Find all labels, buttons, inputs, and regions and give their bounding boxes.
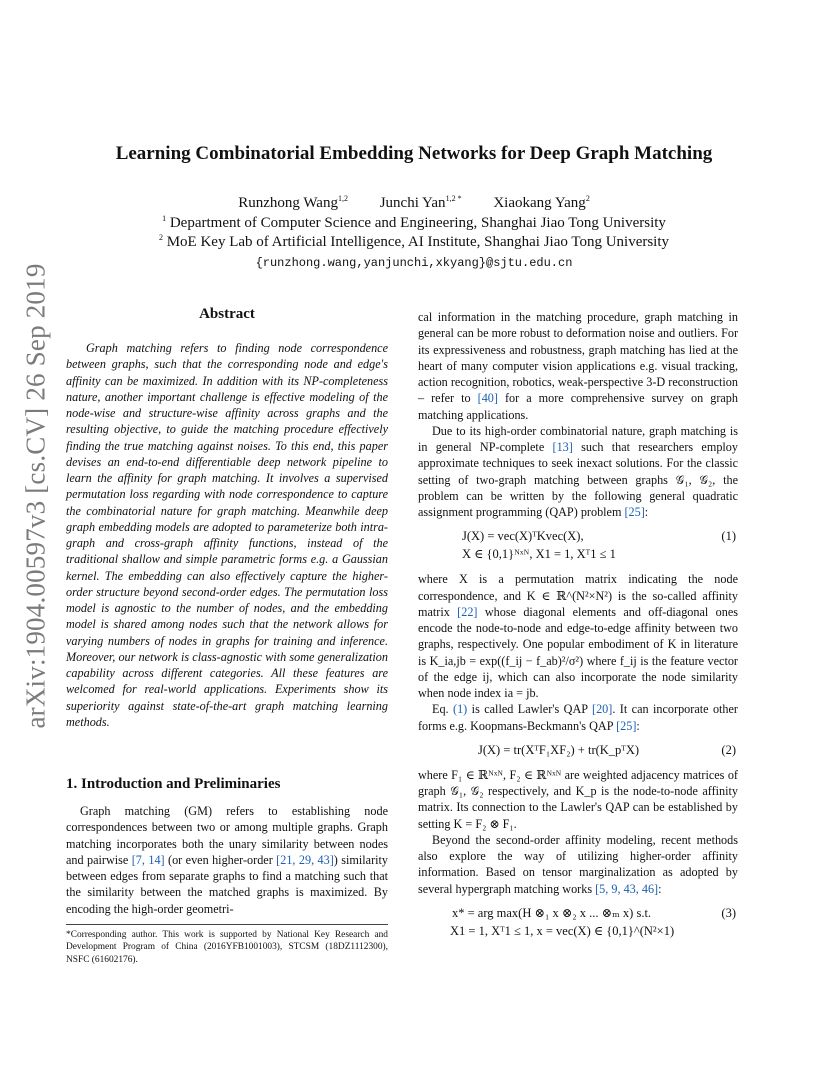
equation-line: J(X) = tr(XᵀF₁XF₂) + tr(K_pᵀX) bbox=[478, 742, 640, 757]
citation-link[interactable]: [13] bbox=[552, 440, 573, 454]
citation-link[interactable]: [7, bbox=[131, 852, 145, 867]
equation-line: X ∈ {0,1}ᴺˣᴺ, X1 = 1, Xᵀ1 ≤ 1 bbox=[462, 547, 616, 562]
citation-link[interactable]: [21, bbox=[276, 852, 296, 867]
abstract-heading: Abstract bbox=[199, 306, 255, 322]
citation-link[interactable]: 29, bbox=[298, 852, 315, 867]
equation-number: (1) bbox=[721, 529, 736, 544]
right-column bbox=[418, 309, 738, 948]
author: Xiaokang Yang$^2$ bbox=[493, 194, 590, 211]
citation-link[interactable]: [25] bbox=[616, 718, 637, 733]
citation-link[interactable]: [25] bbox=[624, 505, 645, 519]
abstract-block bbox=[66, 306, 388, 730]
citation-link[interactable]: 43] bbox=[317, 852, 334, 867]
body-paragraph: Beyond the second-order affinity modeling, recent methods also explore the way of utilizing higher-order affinity information. Based on tensor marginalization as adopted by several hypergraph matching works [5, 9, 43, 46]: bbox=[418, 832, 738, 896]
citation-link[interactable]: 9, bbox=[611, 881, 621, 896]
author-email: {runzhong.wang,yanjunchi,xkyang}@sjtu.edu.cn bbox=[255, 256, 573, 270]
intro-paragraph: Graph matching (GM) refers to establishing node correspondences between two or among multiple graphs. Graph matching incorporates both the unary similarity between nodes and pairwise [7, 14] (or even higher-order [21, 29, 43]) similarity between edges from separate graphs to find a matching such that the similarity between the matched graphs is maximized. By encoding the high-order geometri- bbox=[66, 804, 388, 916]
equation-line: x* = arg max(H ⊗₁ x ⊗₂ x ... ⊗ₘ x) s.t. bbox=[452, 905, 652, 920]
citation-link[interactable]: 14] bbox=[148, 852, 165, 867]
affiliation: $^2$ MoE Key Lab of Artificial Intelligence, AI Institute, Shanghai Jiao Tong University bbox=[158, 233, 670, 250]
citation-link[interactable]: 43, bbox=[623, 881, 639, 896]
arxiv-stamp-text: arXiv:1904.00597v3 [cs.CV] 26 Sep 2019 bbox=[20, 263, 51, 729]
citation-link[interactable]: [5, bbox=[595, 881, 609, 896]
citation-link[interactable]: [22] bbox=[457, 604, 478, 619]
footnote: *Corresponding author. This work is supported by National Key Research and Development Program of China (2016YFB1001003), STCSM (18DZ1112300), NSFC (61602176). bbox=[66, 924, 388, 966]
body-paragraph: Due to its high-order combinatorial nature, graph matching is in general NP-complete [13] such that researchers employ approximate techniques to seek inexact solutions. For the classic setting of two-graph matching between graphs 𝒢₁, 𝒢₂, the problem can be written by the following general quadratic assignment programming (QAP) problem [25]: bbox=[418, 423, 738, 519]
author: Runzhong Wang$^{1,2}$ bbox=[238, 194, 348, 211]
author-list bbox=[0, 195, 828, 212]
citation-link[interactable]: [20] bbox=[592, 702, 613, 717]
equation-number: (2) bbox=[721, 742, 736, 757]
equation-line: X1 = 1, Xᵀ1 ≤ 1, x = vec(X) ∈ {0,1}^(N²×1) bbox=[450, 923, 675, 938]
equation-3 bbox=[418, 904, 738, 940]
author: Junchi Yan$^{1,2 *}$ bbox=[379, 194, 462, 211]
body-paragraph: where X is a permutation matrix indicating the node correspondence, and K ∈ ℝ^(N²×N²) is the so-called affinity matrix [22] whose diagonal elements and off-diagonal ones encode the node-to-node and edge-to-edge affinity between two graphs, respectively. One popular embodiment of K in literature is K_ia,jb = exp((f_ij − f_ab)²/σ²) where f_ij is the feature vector of the edge ij, which can also incorporate the node similarity when node index ia = jb. bbox=[418, 572, 738, 700]
arxiv-stamp bbox=[20, 263, 51, 729]
equation-2 bbox=[418, 741, 738, 759]
citation-link[interactable]: 46] bbox=[641, 881, 659, 896]
body-paragraph: Eq. (1) is called Lawler's QAP [20]. It can incorporate other forms e.g. Koopmans-Beckmann's QAP [25]: bbox=[418, 702, 738, 733]
affiliation: $^1$ Department of Computer Science and Engineering, Shanghai Jiao Tong University bbox=[162, 214, 666, 231]
citation-link[interactable]: [40] bbox=[477, 391, 498, 406]
equation-1 bbox=[418, 527, 738, 563]
equation-number: (3) bbox=[721, 905, 736, 920]
abstract-text: Graph matching refers to finding node correspondence between graphs, such that the corresponding node and edge's affinity can be maximized. In addition with its NP-completeness nature, another important challenge is effective modeling of the node-wise and structure-wise affinity across graphs and the resulting objective, to guide the matching procedure effectively finding the true matching against noises. To this end, this paper devises an end-to-end differentiable deep network pipeline to learn the affinity for graph matching. It involves a supervised permutation loss regarding with node correspondence to capture the combinatorial nature for graph matching. Meanwhile deep graph embedding models are adopted to parameterize both intra-graph and cross-graph affinity functions, instead of the traditional shallow and simple parametric forms e.g. a Gaussian kernel. The embedding can also effectively capture the higher-order structure beyond second-order edges. The permutation loss model is agnostic to the number of nodes, and the embedding model is shared among nodes such that the network allows for varying numbers of nodes in graphs for training and inference. Moreover, our network is class-agnostic with some generalization capability across different categories. All these features are welcomed for real-world applications. Experiments show its superiority against state-of-the-art graph matching learning methods. bbox=[66, 341, 388, 729]
paper-title: Learning Combinatorial Embedding Networks for Deep Graph Matching bbox=[115, 143, 713, 164]
section-heading: 1. Introduction and Preliminaries bbox=[66, 776, 281, 792]
body-paragraph: where F₁ ∈ ℝᴺˣᴺ, F₂ ∈ ℝᴺˣᴺ are weighted adjacency matrices of graph 𝒢₁, 𝒢₂ respectively, and K_p is the node-to-node affinity matrix. Its connection to the Lawler's QAP can be established by setting K = F₂ ⊗ F₁. bbox=[418, 767, 738, 831]
section-introduction bbox=[66, 776, 388, 917]
equation-line: J(X) = vec(X)ᵀKvec(X), bbox=[462, 529, 584, 544]
body-paragraph: cal information in the matching procedure, graph matching in general can be more robust to deformation noise and outliers. For its expressiveness and robustness, graph matching has lied at the heart of many computer vision applications e.g. visual tracking, action recognition, robotics, weak-perspective 3-D reconstruction – refer to [40] for a more comprehensive survey on graph matching applications. bbox=[418, 310, 738, 422]
equation-ref-link[interactable]: (1) bbox=[453, 702, 468, 717]
